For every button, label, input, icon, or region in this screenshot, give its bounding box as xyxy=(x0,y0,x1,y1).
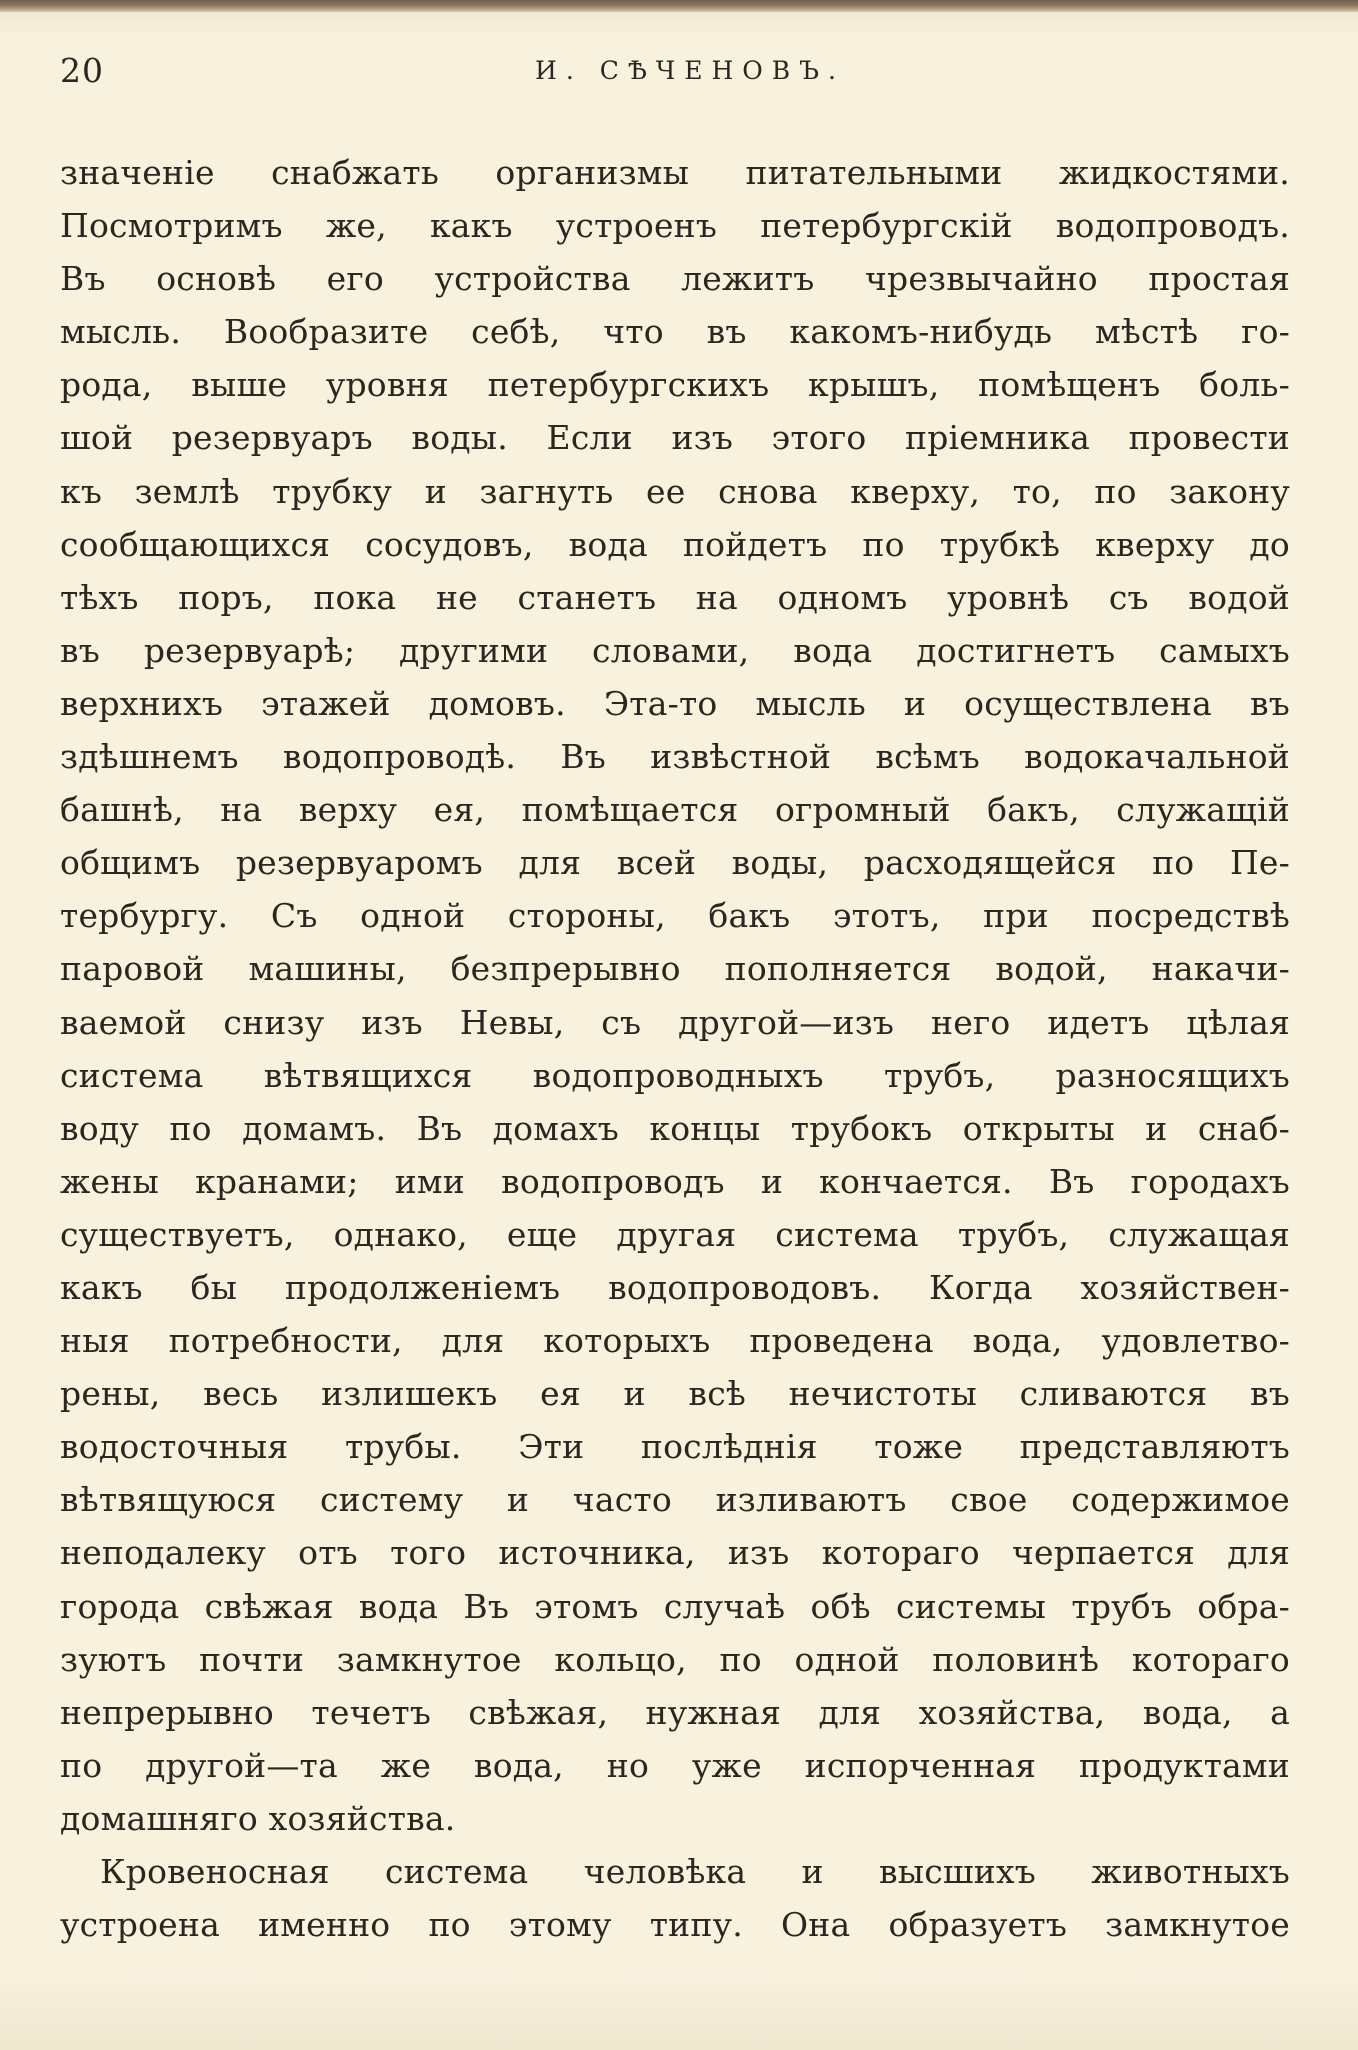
paragraph xyxy=(60,1845,1290,1951)
text-line: паровой машины, безпрерывно пополняется водой, накачи- xyxy=(60,949,1290,989)
text-line: значеніе снабжать организмы питательными жидкостями. xyxy=(60,153,1290,192)
page-top-edge xyxy=(0,0,1358,12)
text-line: по другой—та же вода, но уже испорченная продуктами xyxy=(60,1745,1290,1785)
text-line: непрерывно течетъ свѣжая, нужная для хозяйства, вода, а xyxy=(60,1692,1290,1732)
text-line: жены кранами; ими водопроводъ и кончается. Въ городахъ xyxy=(60,1161,1290,1201)
text-line: устроена именно по этому типу. Она образуетъ замкнутое xyxy=(60,1905,1290,1945)
text-line: шой резервуаръ воды. Если изъ этого пріемника провести xyxy=(60,418,1290,458)
text-line: Кровеносная система человѣка и высшихъ животныхъ xyxy=(100,1852,1290,1891)
page-number: 20 xyxy=(60,51,104,90)
text-line: тѣхъ поръ, пока не станетъ на одномъ уровнѣ съ водой xyxy=(60,577,1290,617)
text-line: рода, выше уровня петербургскихъ крышъ, помѣщенъ боль- xyxy=(60,365,1290,405)
text-line: башнѣ, на верху ея, помѣщается огромный бакъ, служащій xyxy=(60,790,1290,830)
text-line: верхнихъ этажей домовъ. Эта-то мысль и осуществлена въ xyxy=(60,683,1290,723)
text-line: вѣтвящуюся систему и часто изливаютъ свое содержимое xyxy=(60,1480,1290,1520)
body-text xyxy=(60,146,1290,2006)
text-line: города свѣжая вода Въ этомъ случаѣ обѣ системы трубъ обра- xyxy=(60,1586,1290,1626)
text-line: ныя потребности, для которыхъ проведена вода, удовлетво- xyxy=(60,1321,1290,1361)
text-line: существуетъ, однако, еще другая система трубъ, служащая xyxy=(60,1214,1290,1254)
text-line: система вѣтвящихся водопроводныхъ трубъ, разносящихъ xyxy=(60,1055,1290,1095)
paragraph xyxy=(60,146,1290,1845)
text-line: воду по домамъ. Въ домахъ концы трубокъ открыты и снаб- xyxy=(60,1108,1290,1148)
text-line: Въ основѣ его устройства лежитъ чрезвычайно простая xyxy=(60,259,1290,299)
text-line: мысль. Вообразите себѣ, что въ какомъ-нибудь мѣстѣ го- xyxy=(60,312,1290,352)
text-line: зуютъ почти замкнутое кольцо, по одной половинѣ котораго xyxy=(60,1639,1290,1679)
text-line: какъ бы продолженіемъ водопроводовъ. Когда хозяйствен- xyxy=(60,1267,1290,1307)
text-line: ваемой снизу изъ Невы, съ другой—изъ него идетъ цѣлая xyxy=(60,1002,1290,1042)
text-line: къ землѣ трубку и загнуть ее снова кверху, то, по закону xyxy=(60,471,1290,511)
text-line: тербургу. Съ одной стороны, бакъ этотъ, при посредствѣ xyxy=(60,896,1290,936)
text-line: здѣшнемъ водопроводѣ. Въ извѣстной всѣмъ водокачальной xyxy=(60,737,1290,777)
text-line: неподалеку отъ того источника, изъ котораго черпается для xyxy=(60,1533,1290,1573)
text-line: сообщающихся сосудовъ, вода пойдетъ по трубкѣ кверху до xyxy=(60,524,1290,564)
text-line: водосточныя трубы. Эти послѣднія тоже представляютъ xyxy=(60,1427,1290,1467)
running-head: И. СѢЧЕНОВЪ. xyxy=(535,56,845,85)
page-header xyxy=(60,46,1290,96)
text-line: въ резервуарѣ; другими словами, вода достигнетъ самыхъ xyxy=(60,630,1290,670)
text-line: общимъ резервуаромъ для всей воды, расходящейся по Пе- xyxy=(60,843,1290,883)
text-line: Посмотримъ же, какъ устроенъ петербургскій водопроводъ. xyxy=(60,206,1290,246)
text-line: домашняго хозяйства. xyxy=(60,1798,456,1838)
text-line: рены, весь излишекъ ея и всѣ нечистоты сливаются въ xyxy=(60,1374,1290,1414)
